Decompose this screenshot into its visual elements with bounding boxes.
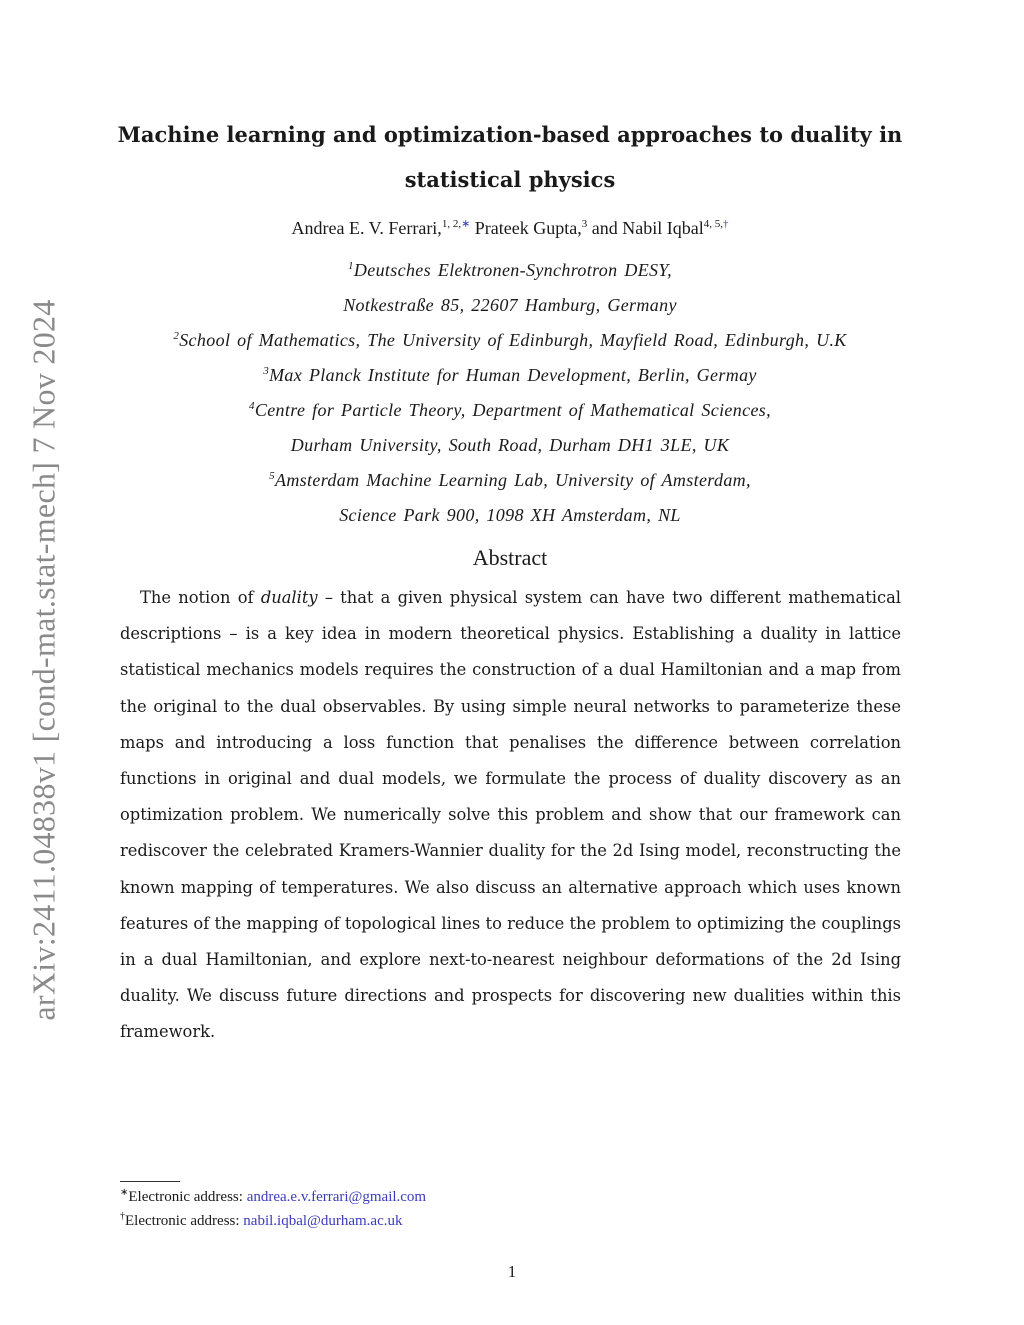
page-number: 1	[507, 1262, 517, 1281]
author-ferrari-affil: 1, 2,∗	[441, 218, 471, 230]
footnote-ferrari: ∗Electronic address: andrea.e.v.ferrari@gmail.com	[120, 1187, 427, 1205]
affiliation-4: $^4$Centre for Particle Theory, Department of Mathematical Sciences,	[249, 400, 771, 420]
email-link-ferrari[interactable]: andrea.e.v.ferrari@gmail.com	[246, 1189, 427, 1205]
paper-title	[100, 112, 920, 202]
author-iqbal-affil: 4, 5,†	[703, 218, 729, 230]
email-link-iqbal[interactable]: nabil.iqbal@durham.ac.uk	[243, 1213, 403, 1229]
abstract-emphasis: duality	[260, 588, 318, 607]
affiliation-1-cont: Notkestraße 85, 22607 Hamburg, Germany	[343, 295, 677, 315]
affiliation-2: $^2$School of Mathematics, The University of Edinburgh, Mayfield Road, Edinburgh, U.K	[173, 330, 847, 350]
affiliation-1: $^1$Deutsches Elektronen-Synchrotron DESY,	[348, 260, 672, 280]
abstract-heading: Abstract	[472, 545, 548, 570]
author-ferrari: Andrea E. V. Ferrari,	[291, 218, 442, 238]
author-joiner: and	[591, 218, 618, 238]
footnote-rule	[120, 1181, 180, 1182]
affiliation-5: $^5$Amsterdam Machine Learning Lab, University of Amsterdam,	[269, 470, 751, 490]
title-line-2: statistical physics	[404, 167, 616, 192]
author-gupta-affil: 3	[581, 218, 588, 230]
abstract-text: The notion of duality – that a given physical system can have two different mathematical descriptions – is a key idea in modern theoretical physics. Establishing a duality in lattice statistical mechanics models requires the construction of a dual Hamiltonian and a map from the original to the dual observables. By using simple neural networks to parameterize these maps and introducing a loss function that penalises the difference between correlation functions in original and dual models, we formulate the process of duality discovery as an optimization problem. We numerically solve this problem and show that our framework can rediscover the celebrated Kramers-Wannier duality for the 2d Ising model, reconstructing the known mapping of temperatures. We also discuss an alternative approach which uses known features of the mapping of topological lines to reduce the problem to optimizing the couplings in a dual Hamiltonian, and explore next-to-nearest neighbour deformations of the 2d Ising duality. We discuss future directions and prospects for discovering new dualities within this framework.	[120, 588, 901, 1042]
affiliation-5-cont: Science Park 900, 1098 XH Amsterdam, NL	[339, 505, 681, 525]
author-gupta: Prateek Gupta,	[474, 218, 582, 238]
affiliation-4-cont: Durham University, South Road, Durham DH1 3LE, UK	[290, 435, 730, 455]
footnote-link-star[interactable]: ∗	[461, 218, 471, 230]
footnote-link-dagger[interactable]: †	[722, 218, 729, 230]
affiliation-3: $^3$Max Planck Institute for Human Development, Berlin, Germay	[263, 365, 757, 385]
footnote-iqbal: †Electronic address: nabil.iqbal@durham.ac.uk	[120, 1211, 403, 1229]
title-line-1: Machine learning and optimization-based approaches to duality in	[117, 122, 903, 147]
arxiv-identifier: arXiv:2411.04838v1 [cond-mat.stat-mech] 7 Nov 2024	[25, 299, 62, 1021]
author-list	[100, 218, 920, 239]
author-iqbal: Nabil Iqbal	[622, 218, 704, 238]
